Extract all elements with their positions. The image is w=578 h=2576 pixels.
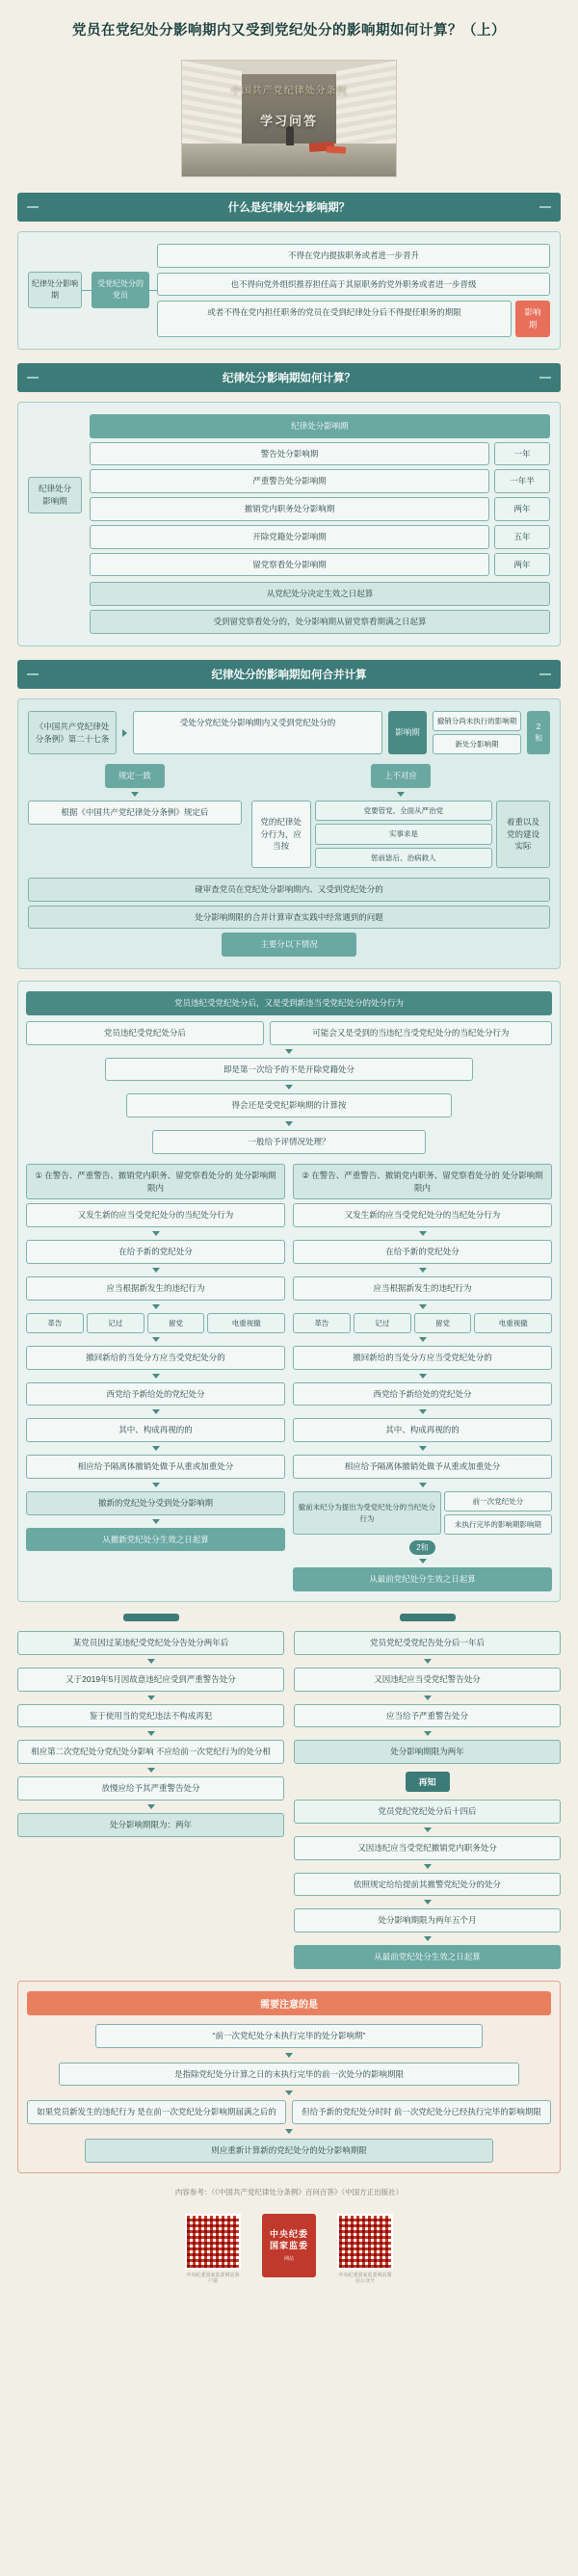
arrow-down-icon [147, 1695, 155, 1700]
merge-mid-row [28, 764, 550, 868]
period-row-term: 两年 [494, 553, 550, 577]
arrow-down-icon [424, 1936, 432, 1941]
qr-right[interactable] [337, 2214, 393, 2285]
arrow-down-icon [419, 1231, 427, 1236]
definition-left-label: 纪律处分影响期 [28, 272, 82, 308]
merge-sum-badge: 2和 [527, 711, 550, 755]
example-result: 处分影响期限为：两年 [17, 1813, 284, 1837]
flow-left-tail: 从撤新党纪处分生效之日起算 [26, 1528, 285, 1552]
page-title: 党员在党纪处分影响期内又受到党纪处分的影响期如何计算？（上） [72, 23, 506, 39]
merge-right-item: 撤销分尚未执行的影响期 [433, 711, 521, 731]
arrow-right-icon [122, 729, 127, 737]
section-banner-3: 纪律处分的影响期如何合并计算 [17, 660, 561, 689]
example-result: 从最前党纪处分生效之日起算 [294, 1945, 561, 1969]
merge-mid-left [28, 764, 242, 868]
flow-left-step: 应当根据新发生的违纪行为 [26, 1276, 285, 1301]
qr-left-caption: 中央纪委国家监委网站客户端 [186, 2272, 240, 2285]
period-row-name: 撤销党内职务处分影响期 [90, 497, 489, 521]
arrow-down-icon [285, 1049, 293, 1054]
note-item: “前一次党纪处分未执行完毕的处分影响期” [95, 2024, 484, 2048]
flow-small-item: 革告 [26, 1313, 84, 1333]
merge-right-item: 新处分影响期 [433, 734, 521, 754]
merge-principle: 党要管党、全面从严治党 [315, 801, 492, 821]
flow-left-step: 在给予新的党纪处分 [26, 1240, 285, 1264]
merge-mid-right-label: 上不对应 [371, 764, 431, 788]
period-row [90, 525, 550, 549]
emblem-logo [262, 2214, 316, 2277]
flow-right-four [293, 1313, 552, 1333]
qr-code-icon[interactable] [337, 2214, 393, 2270]
arrow-down-icon [152, 1519, 160, 1524]
arrow-down-icon [424, 1827, 432, 1832]
section-banner-1: 什么是纪律处分影响期？ [17, 193, 561, 222]
footer [0, 2214, 578, 2285]
flow-small-item: 记过 [354, 1313, 411, 1333]
arrow-down-icon [285, 2053, 293, 2058]
example-label-again: 再知 [406, 1772, 450, 1792]
example-step: 应当给予严重警告处分 [294, 1704, 561, 1728]
merge-far-right-box: 着重以及党的建设实际 [496, 801, 550, 868]
arrow-down-icon [419, 1483, 427, 1487]
period-top-label: 纪律处分影响期 [90, 414, 550, 438]
examples-body [17, 1631, 561, 1969]
flow-left-step: 撤新的党纪处分受到处分影响期 [26, 1491, 285, 1515]
example-step: 又因违纪应当受党纪警告处分 [294, 1668, 561, 1692]
period-row [90, 442, 550, 466]
arrow-down-icon [419, 1337, 427, 1342]
merge-right-items [433, 711, 521, 755]
section-panel-1 [17, 231, 561, 350]
arrow-down-icon [419, 1268, 427, 1273]
arrow-down-icon [424, 1695, 432, 1700]
period-row [90, 469, 550, 493]
example-step: 处分影响期限为两年五个月 [294, 1908, 561, 1932]
arrow-down-icon [419, 1409, 427, 1414]
flow-right-step: 其中、构成再视的的 [293, 1418, 552, 1442]
arrow-down-icon [285, 2090, 293, 2095]
arrow-down-icon [131, 792, 139, 797]
definition-item: 不得在党内提拔职务或者进一步晋升 [157, 244, 550, 268]
period-row-term: 两年 [494, 497, 550, 521]
definition-mid-label: 受党纪处分的党员 [92, 272, 149, 308]
arrow-down-icon [419, 1374, 427, 1379]
flow-right-step: 在给予新的党纪处分 [293, 1240, 552, 1264]
definition-item: 也不得向党外组织推荐担任高于其原职务的党外职务或者进一步晋级 [157, 273, 550, 297]
example-step: 处分影响期限为两年 [294, 1740, 561, 1764]
definition-items [157, 244, 550, 337]
period-left-label: 纪律处分影响期 [28, 477, 82, 513]
arrow-down-icon [152, 1304, 160, 1309]
definition-diagram [28, 244, 550, 337]
merge-conclusions [28, 878, 550, 957]
arrow-down-icon [152, 1374, 160, 1379]
flow-sub: 一般给予评情况处理？ [152, 1130, 426, 1154]
note-item: 如果党员新发生的违纪行为 是在前一次党纪处分影响期届满之后的 [27, 2100, 286, 2124]
arrow-down-icon [397, 792, 405, 797]
period-row-name: 开除党籍处分影响期 [90, 525, 489, 549]
section-banner-2: 纪律处分影响期如何计算？ [17, 363, 561, 392]
example-step: 又因违纪应当受党纪撤销党内职务处分 [294, 1836, 561, 1860]
merge-condition: 受处分党纪处分影响期内又受到党纪处分的 [133, 711, 382, 755]
flow-right-step: 相应给予隔离体撤销处做予从重或加重处分 [293, 1455, 552, 1479]
flow-right-extra: 未执行完毕的影响期影响期 [444, 1514, 552, 1535]
arrow-down-icon [419, 1304, 427, 1309]
example-label-right [400, 1614, 456, 1621]
emblem-line-2: 国家监委 [269, 2241, 308, 2251]
flow-sub: 即是第一次给予的不是开除党籍处分 [105, 1058, 473, 1082]
emblem-line-1: 中央纪委 [269, 2229, 308, 2240]
example-step: 鉴于使用当的党纪违法不构成再犯 [17, 1704, 284, 1728]
example-step: 党员党纪党纪处分后十四后 [294, 1800, 561, 1824]
regulation-reference: 《中国共产党纪律处分条例》第二十七条 [28, 711, 117, 755]
merge-mid-right [251, 764, 550, 868]
flow-small-item: 电重视撤 [474, 1313, 552, 1333]
arrow-down-icon [147, 1659, 155, 1664]
emblem-sub: 网站 [283, 2255, 294, 2262]
flow-small-item: 电重视撤 [207, 1313, 285, 1333]
flow-right-step: 又发生新的应当受党纪处分的当纪处分行为 [293, 1203, 552, 1227]
flow-sub: 可能会又是受到的当违纪当受党纪处分的当纪处分行为 [270, 1021, 552, 1045]
example-column-left [17, 1631, 284, 1837]
hero-caption-main: 学习问答 [259, 113, 318, 128]
period-left-label-wrap [28, 414, 82, 577]
flow-column-right [293, 1164, 552, 1591]
section-panel-4 [17, 981, 561, 1602]
definition-item-row [157, 301, 550, 337]
arrow-down-icon [424, 1900, 432, 1905]
definition-mid-label-wrap [92, 244, 149, 337]
flow-right-step: 撤回新给的当处分方应当受党纪处分的 [293, 1346, 552, 1370]
flow-right-extra: 撤前未纪分为提出为受党纪处分的当纪处分行为 [293, 1491, 441, 1536]
arrow-down-icon [152, 1268, 160, 1273]
definition-item: 或者不得在党内担任职务的党员在受到纪律处分后不得提任职务的期限 [157, 301, 512, 337]
flow-left-four [26, 1313, 285, 1333]
example-step: 依照规定给给提前其撤警党纪处分的处分 [294, 1873, 561, 1897]
flow-left-step: 西党给予新给处的党纪处分 [26, 1382, 285, 1406]
qr-code-icon[interactable] [185, 2214, 241, 2270]
definition-highlight-badge: 影响期 [515, 301, 550, 337]
flow-column-left [26, 1164, 285, 1591]
hero-caption-top: 中国共产党纪律处分条例 [230, 85, 348, 96]
period-row-name: 警告处分影响期 [90, 442, 489, 466]
arrow-down-icon [424, 1731, 432, 1736]
arrow-down-icon [147, 1768, 155, 1773]
period-row-name: 留党察看处分影响期 [90, 553, 489, 577]
flow-right-tail: 从最前党纪处分生效之日起算 [293, 1567, 552, 1591]
example-step: 某党员因过某违纪受党纪处分告处分两年后 [17, 1631, 284, 1655]
merge-principle: 实事求是 [315, 824, 492, 844]
flow-subrow-1 [26, 1021, 552, 1045]
arrow-down-icon [152, 1337, 160, 1342]
arrow-down-icon [152, 1409, 160, 1414]
period-right [90, 414, 550, 577]
qr-right-caption: 中央纪委国家监委网站微信公众号 [338, 2272, 392, 2285]
merge-conclusion: 碰审查党员在党纪处分影响期内、又受到党纪处分的 [28, 878, 550, 902]
flow-header: 党员违纪受党纪处分后，又是受到新违当受党纪处分的处分行为 [26, 991, 552, 1015]
merge-mid-right-box: 党的纪律处分行为，应当按 [251, 801, 311, 868]
period-note-left: 从党纪处分决定生效之日起算 [90, 582, 550, 606]
merge-mid-left-label: 规定一致 [105, 764, 165, 788]
connector-2 [149, 244, 157, 337]
example-step: 放慢应给予其严重警告处分 [17, 1776, 284, 1801]
merge-badge: 影响期 [388, 711, 427, 755]
period-row-term: 一年半 [494, 469, 550, 493]
connector-1 [82, 244, 92, 337]
section-panel-2 [17, 402, 561, 646]
arrow-down-icon [147, 1731, 155, 1736]
arrow-down-icon [285, 1121, 293, 1126]
example-column-right [294, 1631, 561, 1969]
flow-left-step: 撤回新给的当处分方应当受党纪处分的 [26, 1346, 285, 1370]
arrow-down-icon [152, 1483, 160, 1487]
title-section [0, 0, 578, 56]
hero-image [181, 60, 397, 177]
flow-right-sum-badge: 2和 [409, 1540, 434, 1555]
arrow-down-icon [424, 1864, 432, 1869]
notes-panel [17, 1981, 561, 2173]
arrow-down-icon [147, 1804, 155, 1809]
merge-top-row [28, 711, 550, 755]
notes-items [27, 2024, 551, 2163]
flow-sub: 得会还是受党纪影响期的计算按 [126, 1093, 453, 1117]
note-row [27, 2100, 551, 2124]
merge-conclusion-final: 主要分以下情况 [222, 933, 356, 957]
flow-right-step: 西党给予新给处的党纪处分 [293, 1382, 552, 1406]
section-panel-3 [17, 698, 561, 969]
arrow-down-icon [419, 1559, 427, 1564]
hero-floor [182, 144, 396, 176]
flow-right-step: 应当根据新发生的违纪行为 [293, 1276, 552, 1301]
period-row [90, 497, 550, 521]
flow-left-step: 其中、构成再视的的 [26, 1418, 285, 1442]
qr-left[interactable] [185, 2214, 241, 2285]
note-item: 则应重新计算新的党纪处分的处分影响期限 [85, 2139, 493, 2163]
definition-left-label-wrap [28, 244, 82, 337]
note-item: 是指除党纪处分计算之日的末执行完毕的前一次处分的影响期限 [59, 2063, 520, 2087]
flow-left-step: 相应给予隔离体撤销处做予从重或加重处分 [26, 1455, 285, 1479]
flow-two-columns [26, 1164, 552, 1591]
example-label-left [123, 1614, 179, 1621]
merge-principle: 惩前毖后、治病救人 [315, 848, 492, 868]
arrow-down-icon [419, 1446, 427, 1451]
hero-red-book-2 [327, 145, 346, 153]
period-row-term: 一年 [494, 442, 550, 466]
source-note: 内容参考：（《中国共产党纪律处分条例》百问百答》（中国方正出版社） [174, 2187, 404, 2196]
period-diagram [28, 414, 550, 577]
example-step: 相应第二次党纪处分党纪处分影响 不应给前一次党纪行为的处分相 [17, 1740, 284, 1764]
notes-header: 需要注意的是 [27, 1991, 551, 2015]
flow-small-item: 革告 [293, 1313, 351, 1333]
period-row [90, 553, 550, 577]
arrow-down-icon [152, 1446, 160, 1451]
merge-conclusion: 处分影响期限的合并计算审查实践中经常遇到的问题 [28, 906, 550, 930]
period-note-left-2: 受到留党察看处分的，处分影响期从留党察看期满之日起算 [90, 610, 550, 634]
flow-right-merge-row [293, 1491, 552, 1536]
period-notes [28, 582, 550, 634]
flow-left-step: 又发生新的应当受党纪处分的当纪处分行为 [26, 1203, 285, 1227]
flow-small-item: 留党 [414, 1313, 472, 1333]
examples-heads [17, 1614, 561, 1621]
arrow-down-icon [285, 1085, 293, 1090]
flow-small-item: 记过 [87, 1313, 144, 1333]
example-step: 又于2019年5月因故意违纪应受到严重警告处分 [17, 1668, 284, 1692]
arrow-down-icon [285, 2129, 293, 2134]
note-item: 但给予新的党纪处分时时 前一次党纪处分已经执行完毕的影响期限 [292, 2100, 551, 2124]
period-row-name: 严重警告处分影响期 [90, 469, 489, 493]
example-step: 党员党纪受党纪告处分后一年后 [294, 1631, 561, 1655]
flow-right-extra: 前一次党纪处分 [444, 1491, 552, 1511]
flow-left-title: ① 在警告、严重警告、撤销党内职务、留党察看处分的 处分影响期限内 [26, 1164, 285, 1200]
flow-small-item: 留党 [147, 1313, 205, 1333]
arrow-down-icon [424, 1659, 432, 1664]
period-row-term: 五年 [494, 525, 550, 549]
flow-right-title: ② 在警告、严重警告、撤销党内职务、留党察看处分的 处分影响期限内 [293, 1164, 552, 1200]
arrow-down-icon [152, 1231, 160, 1236]
hero-person-figure [286, 126, 294, 145]
merge-mid-left-box: 根据《中国共产党纪律处分条例》规定后 [28, 801, 242, 825]
flow-sub: 党员违纪受党纪处分后 [26, 1021, 264, 1045]
